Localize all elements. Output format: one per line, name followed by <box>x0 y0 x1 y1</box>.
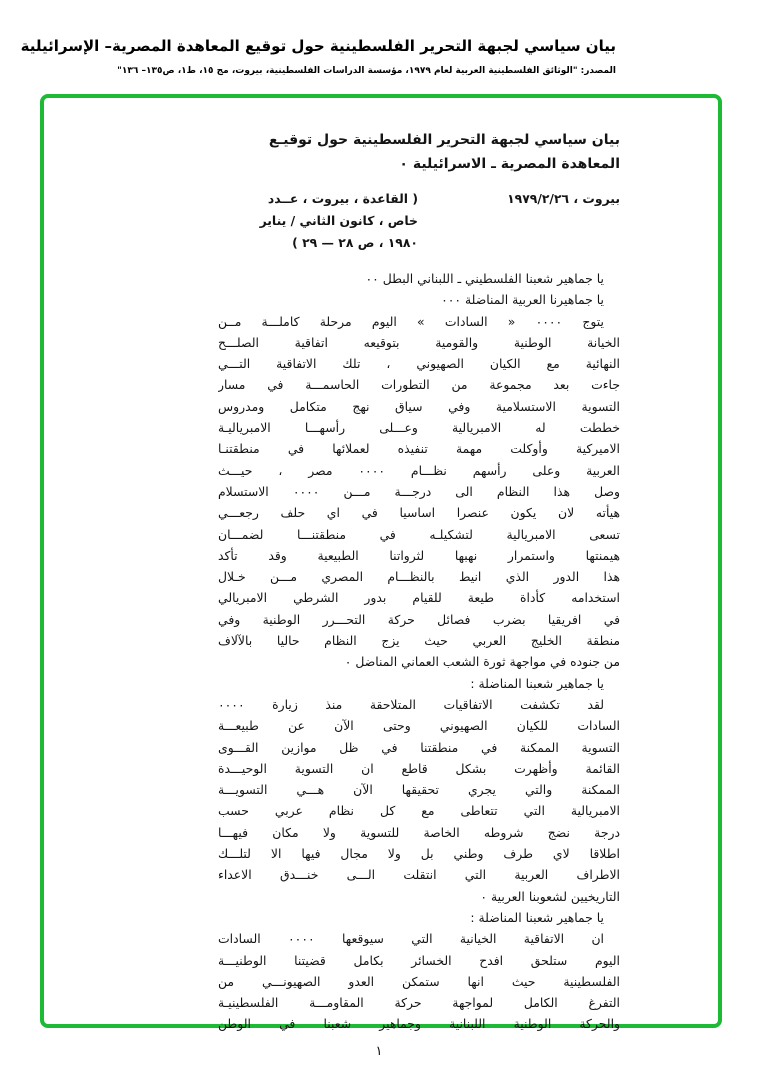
body-text-line: يتوج ٠٠٠٠ « السادات » اليوم مرحلة كاملـــة مــن <box>218 313 604 329</box>
body-text-line: التاريخيين لشعوبنا العربية ٠ <box>480 888 620 904</box>
statement-heading <box>218 128 620 176</box>
body-text-line: خططت له الامبريالية وعـــلى رأسهـــا الامبرياليـة <box>218 420 620 436</box>
body-text-line: يا جماهير شعبنا المناضلة : <box>470 909 604 925</box>
body-text-line: لقد تكشفت الاتفاقيات المتلاحقة منذ زيارة ٠٠٠٠ <box>218 696 604 712</box>
reference-line: ١٩٨٠ ، ص ٢٨ — ٢٩ ) <box>292 235 418 250</box>
body-text-line: الاطراف العربية التي انتقلت الـــى خنـــدق الاعداء <box>218 867 620 883</box>
body-text-line: يا جماهيرنا العربية المناضلة ٠٠٠ <box>441 292 604 308</box>
body-text-line: هذا الدور الذي انيط بالنظـــام المصري مـــن خـلال <box>218 569 620 585</box>
body-text-line: تسعى الامبريالية لتشكيلـه في منطقتنـــا لضمـــان <box>218 526 620 542</box>
body-text-line: التفرغ الكامل لمواجهة حركة المقاومـــة الفلسطينيـة <box>218 995 620 1011</box>
page-number: ١ <box>375 1044 383 1059</box>
scanned-document-page <box>218 128 620 1035</box>
body-text-line: الامبريالية التي تتعاطى مع كل نظام عربي حسب <box>218 803 620 819</box>
dateline <box>218 188 620 254</box>
body-text-line: في افريقيا بضرب فصائل حركة التحـــرر الوطنية وفي <box>218 611 620 627</box>
body-text-line: الممكنة والتي يجري تحقيقها الآن هـــي التسويـــة <box>218 782 620 798</box>
document-title: بيان سياسي لجبهة التحرير الفلسطينية حول توقيع المعاهدة المصرية– الإسرائيلية <box>20 37 616 55</box>
reference-line: ( القاعدة ، بيروت ، عــدد <box>267 191 418 206</box>
publication-reference <box>218 188 418 254</box>
body-text-line: يا جماهير شعبنا الفلسطيني ـ اللبناني البطل ٠٠ <box>365 271 604 286</box>
body-text-line: هيمنتها واستمرار نهبها لثرواتنا الطبيعية وقد تأكد <box>218 547 620 563</box>
body-text-line: يا جماهير شعبنا المناضلة : <box>470 675 604 691</box>
body-text-line: التسوية الاستسلامية وفي سياق نهج متكامل ومدروس <box>218 398 620 414</box>
body-text-line: الاميركية وأوكلت مهمة تنفيذه لعملائها في منطقتنـا <box>218 441 620 457</box>
body-text-line: منطقة الخليج العربي حيث يزج النظام حاليا بالآلاف <box>218 633 620 649</box>
body-text-line: درجة نضج شروطه الخاصة للتسوية ولا مكان فيهـــا <box>218 824 620 840</box>
body-text-line: وصل هذا النظام الى درجـــة مـــن ٠٠٠٠ الاستسلام <box>218 483 620 499</box>
reference-line: خاص ، كانون الثاني / يناير <box>259 213 418 228</box>
body-text-line: القائمة وأظهرت بشكل قاطع ان التسوية الوحيـــدة <box>218 760 620 776</box>
body-text-line: من جنوده في مواجهة ثورة الشعب العماني المناضل ٠ <box>344 654 620 670</box>
body-text-line: الخيانة الوطنية والقومية بتوقيعه اتفاقية الصلـــح <box>218 334 620 350</box>
body-text-line: والحركة الوطنية اللبنانية وجماهير شعبنا في الوطن <box>218 1016 620 1032</box>
place-and-date: بيروت ، ١٩٧٩/٢/٢٦ <box>507 191 620 206</box>
body-text-line: ان الاتفاقية الخيانية التي سيوقعها ٠٠٠٠ السادات <box>218 931 604 947</box>
document-source-citation: المصدر: "الوثائق الفلسطينية العربية لعام ١٩٧٩، مؤسسة الدراسات الفلسطينية، بيروت، مج ١٥، ط١، ص١٣٥– ١٣٦" <box>117 66 616 76</box>
statement-body <box>218 268 620 1035</box>
body-text-line: هيأته لان يكون عنصرا اساسيا في اي حلف رجعـــي <box>218 505 620 521</box>
body-text-line: النهائية مع الكيان الصهيوني ، تلك الاتفاقية التـــي <box>218 356 620 372</box>
body-text-line: اليوم ستلحق افدح الخسائر بكامل قضيتنا الوطنيـــة <box>218 952 620 968</box>
body-text-line: الفلسطينية حيث انها ستمكن العدو الصهيونـــي من <box>218 973 620 989</box>
body-text-line: استخدامه كأداة طيعة للقيام بدور الشرطي الامبريالي <box>218 590 620 606</box>
body-text-line: التسوية الممكنة في منطقتنا في ظل موازين القـــوى <box>218 739 620 755</box>
body-text-line: السادات للكيان الصهيوني وحتى الآن عن طبيعـــة <box>218 718 620 734</box>
body-text-line: العربية وعلى رأسهم نظـــام ٠٠٠٠ مصر ، حيـــث <box>218 462 620 478</box>
heading-line: المعاهدة المصرية ـ الاسرائيلية ٠ <box>399 156 620 172</box>
heading-line: بيان سياسي لجبهة التحرير الفلسطينية حول توقيـع <box>268 132 620 148</box>
body-text-line: جاءت بعد مجموعة من التطورات الحاسمـــة في مسار <box>218 377 620 393</box>
body-text-line: اطلاقا لاي طرف وطني بل ولا مجال فيها الا لتلـــك <box>218 846 620 862</box>
